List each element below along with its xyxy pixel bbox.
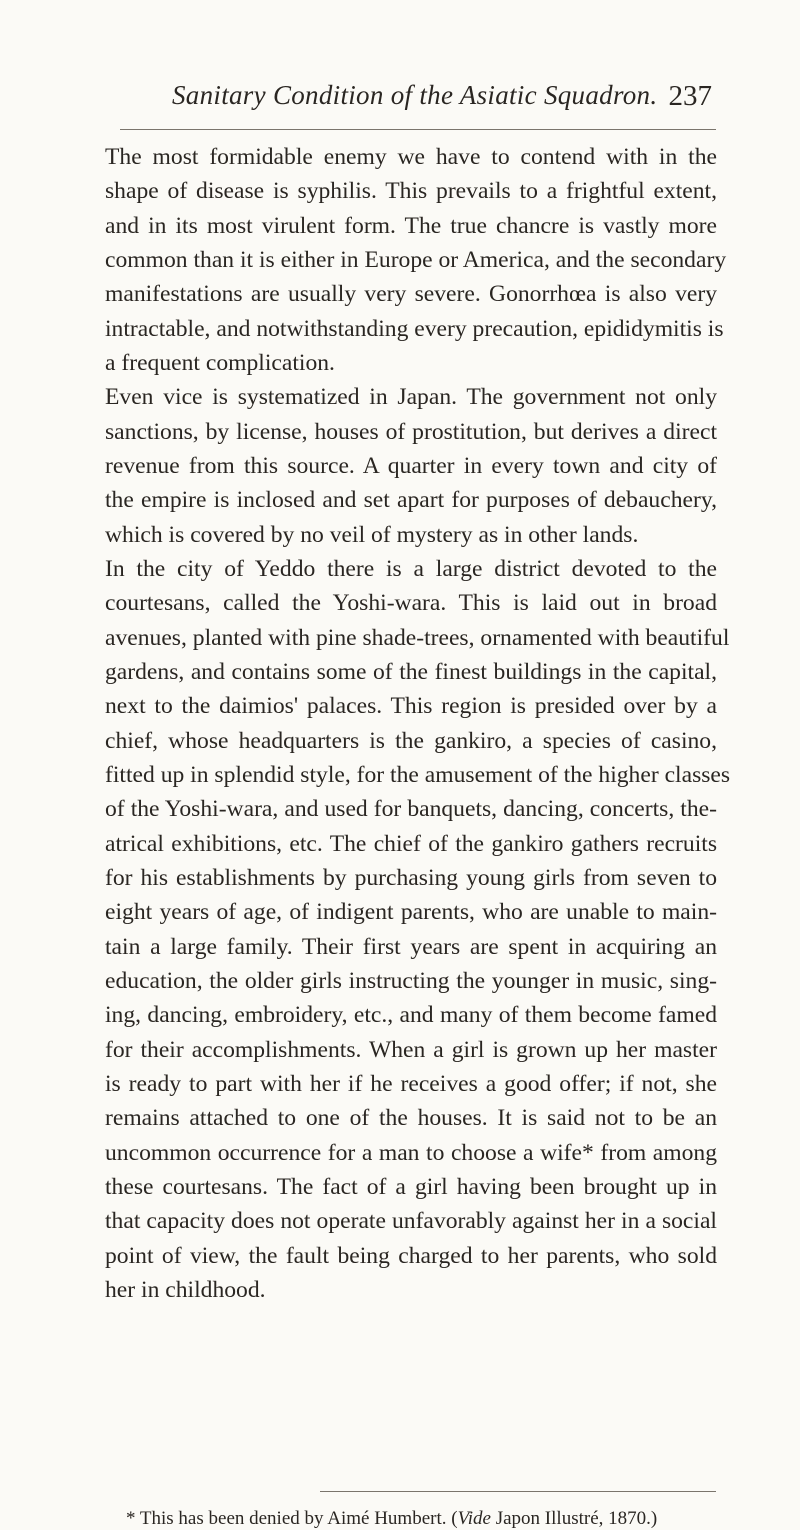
text-line: these courtesans. The fact of a girl having been brought up in (105, 1173, 717, 1200)
text-line: avenues, planted with pine shade-trees, ornamented with beautiful (105, 624, 730, 651)
text-line: uncommon occurrence for a man to choose a wife* from among (105, 1139, 717, 1166)
text-line: that capacity does not operate unfavorably against her in a social (105, 1208, 717, 1235)
text-line: point of view, the fault being charged to her parents, who sold (105, 1242, 717, 1269)
footnote-rule (320, 1491, 716, 1492)
text-line: eight years of age, of indigent parents, who are unable to main- (105, 899, 717, 926)
text-line: manifestations are usually very severe. Gonorrhœa is also very (105, 281, 717, 308)
text-line: a frequent complication. (105, 349, 335, 376)
text-line: intractable, and notwithstanding every precaution, epididymitis is (105, 315, 724, 342)
text-line: chief, whose headquarters is the gankiro, a species of casino, (105, 727, 717, 754)
text-line: gardens, and contains some of the finest buildings in the capital, (105, 658, 717, 685)
text-line: Even vice is systematized in Japan. The government not only (105, 384, 717, 411)
text-line: In the city of Yeddo there is a large district devoted to the (105, 555, 717, 582)
text-line: for their accomplishments. When a girl is grown up her master (105, 1036, 717, 1063)
text-line: next to the daimios' palaces. This region is presided over by a (105, 693, 717, 720)
running-title: Sanitary Condition of the Asiatic Squadron. (172, 80, 658, 110)
text-line: shape of disease is syphilis. This prevails to a frightful extent, (105, 178, 717, 205)
footnote-vide: Vide (457, 1508, 491, 1529)
text-line: for his establishments by purchasing young girls from seven to (105, 864, 717, 891)
page-number: 237 (668, 80, 712, 112)
header-rule (120, 129, 716, 130)
text-line: of the Yoshi-wara, and used for banquets, dancing, concerts, the- (105, 796, 717, 823)
text-line: fitted up in splendid style, for the amusement of the higher classes (105, 761, 731, 788)
text-line: tain a large family. Their first years are spent in acquiring an (105, 933, 717, 960)
text-line: common than it is either in Europe or America, and the secondary (105, 246, 727, 273)
footnote-source: Japon Illustré, 1870.) (490, 1508, 658, 1529)
text-line: which is covered by no veil of mystery as in other lands. (105, 521, 639, 548)
text-line: is ready to part with her if he receives a good offer; if not, she (105, 1070, 717, 1097)
text-line: her in childhood. (105, 1276, 266, 1303)
text-line: revenue from this source. A quarter in every town and city of (105, 452, 717, 479)
text-line: courtesans, called the Yoshi-wara. This is laid out in broad (105, 590, 717, 617)
text-line: ing, dancing, embroidery, etc., and many of them become famed (105, 1002, 717, 1029)
text-line: education, the older girls instructing the younger in music, sing- (105, 967, 717, 994)
running-head (172, 80, 712, 120)
text-line: sanctions, by license, houses of prostitution, but derives a direct (105, 418, 717, 445)
text-line: The most formidable enemy we have to contend with in the (105, 144, 717, 170)
footnote-text: * This has been denied by Aimé Humbert. ( (126, 1508, 458, 1529)
text-line: and in its most virulent form. The true chancre is vastly more (105, 212, 717, 239)
text-line: remains attached to one of the houses. It is said not to be an (105, 1105, 717, 1132)
body-text (105, 140, 731, 1307)
text-line: the empire is inclosed and set apart for purposes of debauchery, (105, 487, 717, 514)
text-line: atrical exhibitions, etc. The chief of the gankiro gathers recruits (105, 830, 717, 857)
footnote (126, 1508, 726, 1530)
